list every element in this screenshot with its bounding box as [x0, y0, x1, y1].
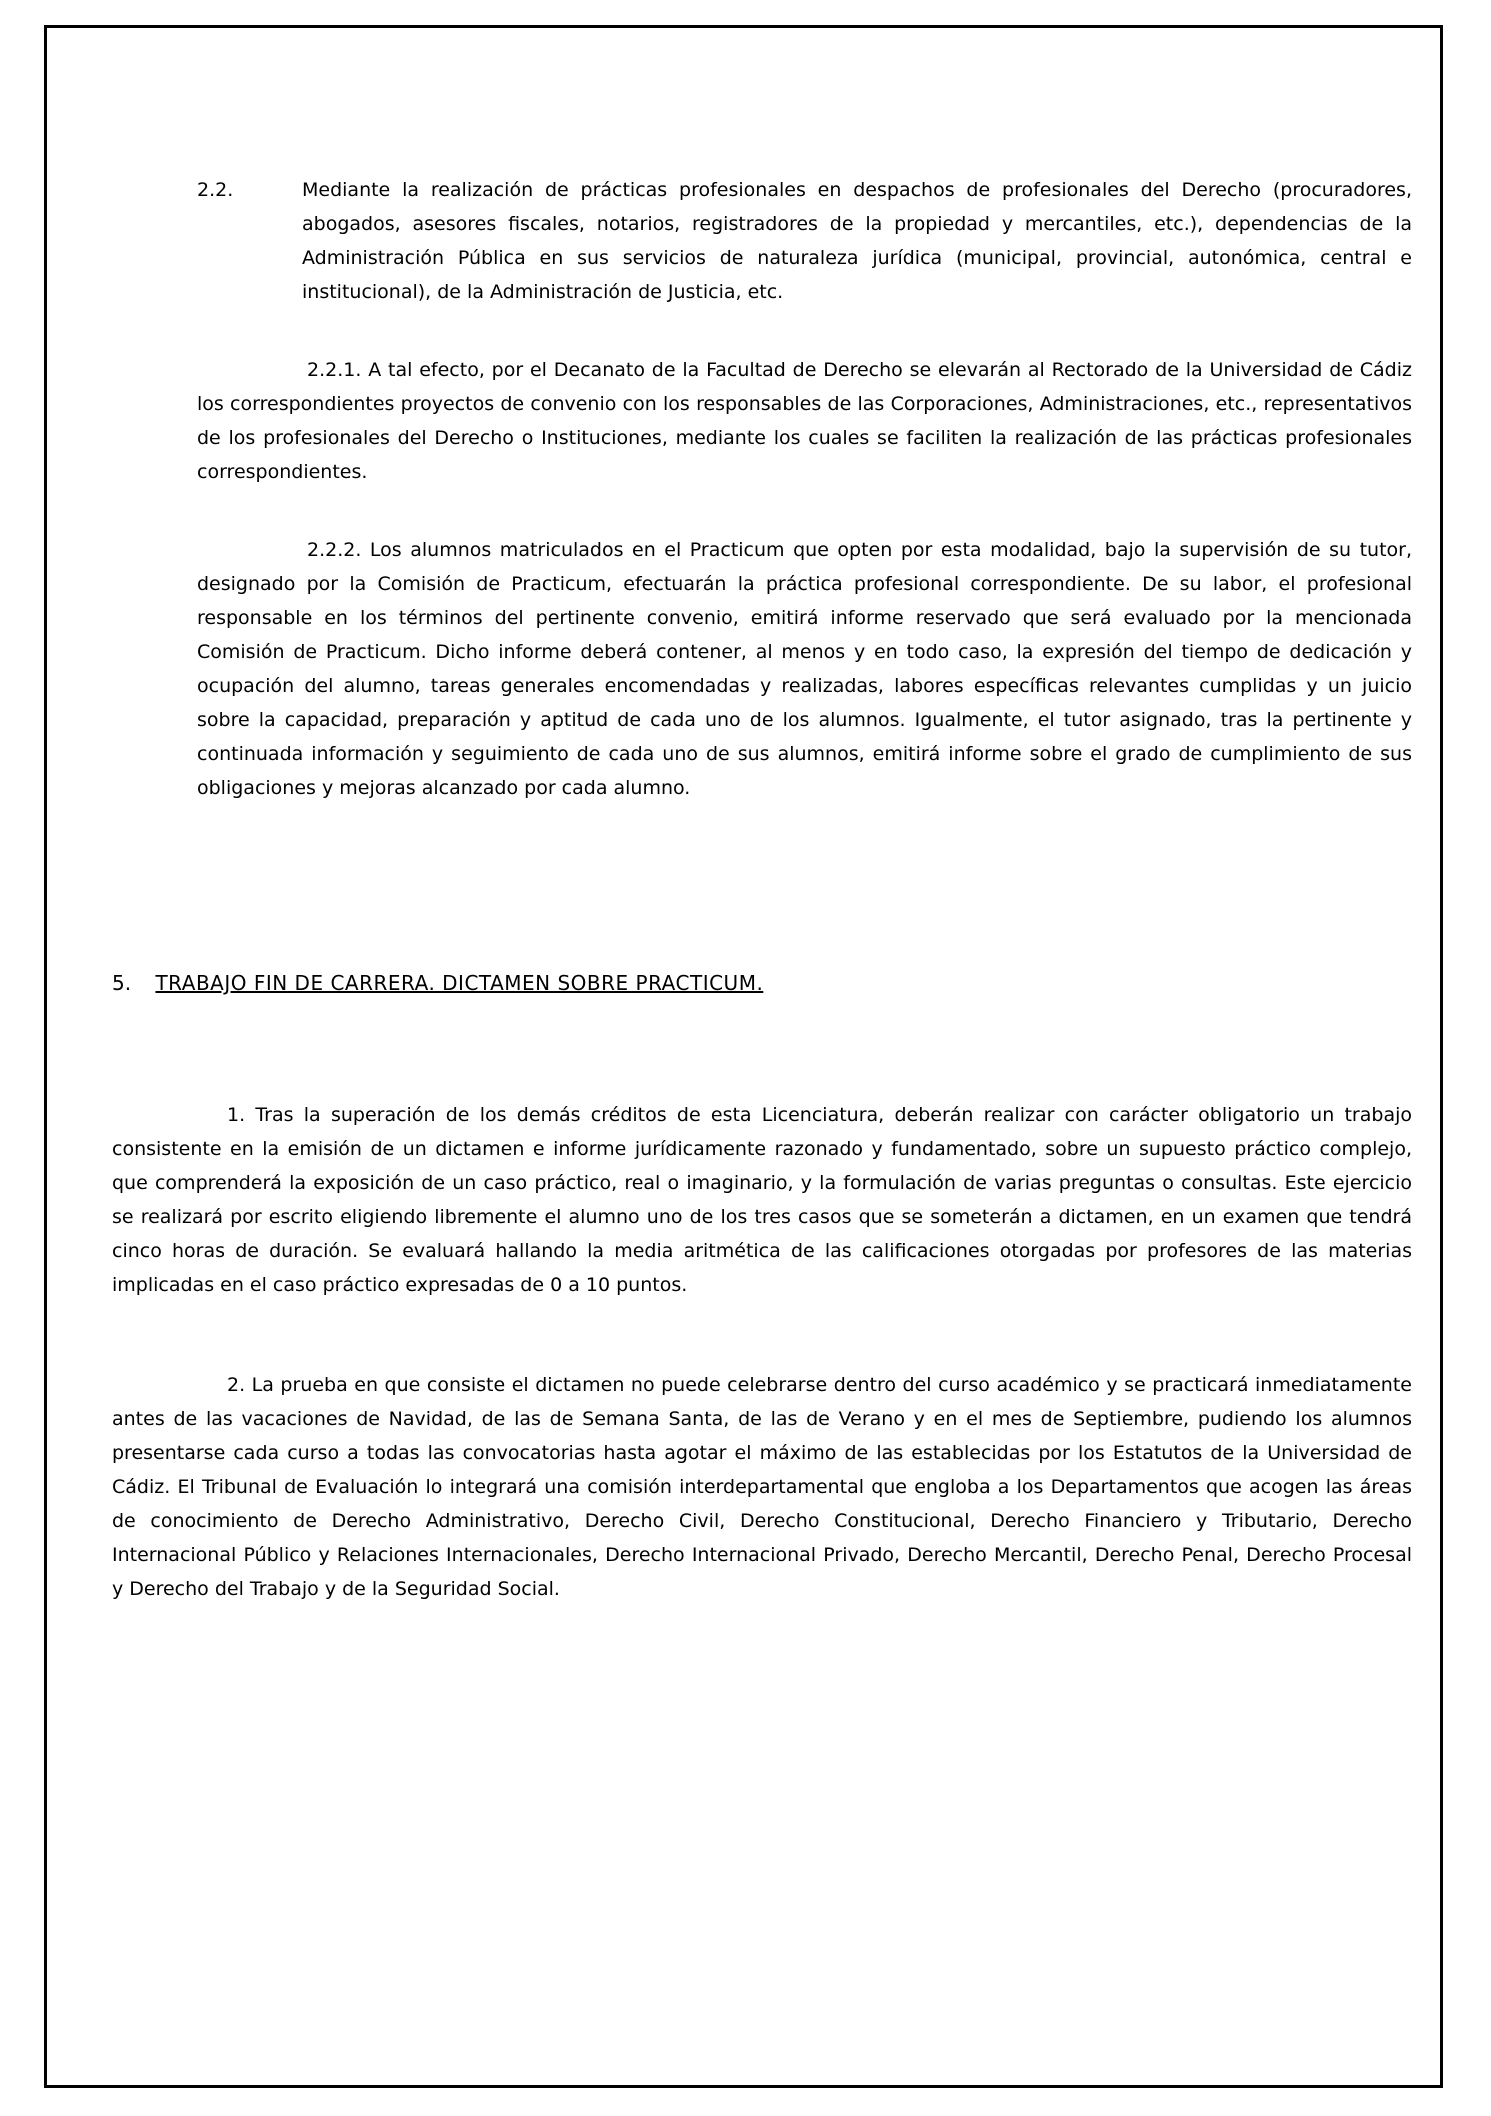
section-2-2 — [197, 173, 1412, 309]
section-number: 2.2. — [197, 179, 234, 201]
heading-number: 5. — [112, 971, 132, 995]
document-body — [47, 28, 1440, 2085]
section-5-paragraph-1: 1. Tras la superación de los demás créditos de esta Licenciatura, deberán realizar con carácter obligatorio un trabajo consistente en la emisión de un dictamen e informe jurídicamente razonado y fundamentado, sobre un supuesto práctico complejo, que comprenderá la exposición de un caso práctico, real o imaginario, y la formulación de varias preguntas o consultas. Este ejercicio se realizará por escrito eligiendo libremente el alumno uno de los tres casos que se someterán a dictamen, en un examen que tendrá cinco horas de duración. Se evaluará hallando la media aritmética de las calificaciones otorgadas por profesores de las materias implicadas en el caso práctico expresadas de 0 a 10 puntos. — [112, 1104, 1412, 1296]
heading-title: TRABAJO FIN DE CARRERA. DICTAMEN SOBRE PRACTICUM. — [155, 971, 764, 995]
section-2-2-2: 2.2.2. Los alumnos matriculados en el Practicum que opten por esta modalidad, bajo la supervisión de su tutor, designado por la Comisión de Practicum, efectuarán la práctica profesional correspondiente. De su labor, el profesional responsable en los términos del pertinente convenio, emitirá informe reservado que será evaluado por la mencionada Comisión de Practicum. Dicho informe deberá contener, al menos y en todo caso, la expresión del tiempo de dedicación y ocupación del alumno, tareas generales encomendadas y realizadas, labores específicas relevantes cumplidas y un juicio sobre la capacidad, preparación y aptitud de cada uno de los alumnos. Igualmente, el tutor asignado, tras la pertinente y continuada información y seguimiento de cada uno de sus alumnos, emitirá informe sobre el grado de cumplimiento de sus obligaciones y mejoras alcanzado por cada alumno. — [197, 539, 1412, 799]
section-text: Mediante la realización de prácticas profesionales en despachos de profesionales del Derecho (procuradores, abogados, asesores fiscales, notarios, registradores de la propiedad y mercantiles, etc.), dependencias de la Administración Pública en sus servicios de naturaleza jurídica (municipal, provincial, autonómica, central e institucional), de la Administración de Justicia, etc. — [302, 179, 1412, 303]
page-frame — [44, 25, 1443, 2088]
section-2-2-1: 2.2.1. A tal efecto, por el Decanato de la Facultad de Derecho se elevarán al Rectorado de la Universidad de Cádiz los correspondientes proyectos de convenio con los responsables de las Corporaciones, Administraciones, etc., representativos de los profesionales del Derecho o Instituciones, mediante los cuales se faciliten la realización de las prácticas profesionales correspondientes. — [197, 359, 1412, 483]
section-5-paragraph-2: 2. La prueba en que consiste el dictamen no puede celebrarse dentro del curso académico y se practicará inmediatamente antes de las vacaciones de Navidad, de las de Semana Santa, de las de Verano y en el mes de Septiembre, pudiendo los alumnos presentarse cada curso a todas las convocatorias hasta agotar el máximo de las establecidas por los Estatutos de la Universidad de Cádiz. El Tribunal de Evaluación lo integrará una comisión interdepartamental que engloba a los Departamentos que acogen las áreas de conocimiento de Derecho Administrativo, Derecho Civil, Derecho Constitucional, Derecho Financiero y Tributario, Derecho Internacional Público y Relaciones Internacionales, Derecho Internacional Privado, Derecho Mercantil, Derecho Penal, Derecho Procesal y Derecho del Trabajo y de la Seguridad Social. — [112, 1374, 1412, 1600]
section-5-heading — [112, 966, 1312, 1000]
